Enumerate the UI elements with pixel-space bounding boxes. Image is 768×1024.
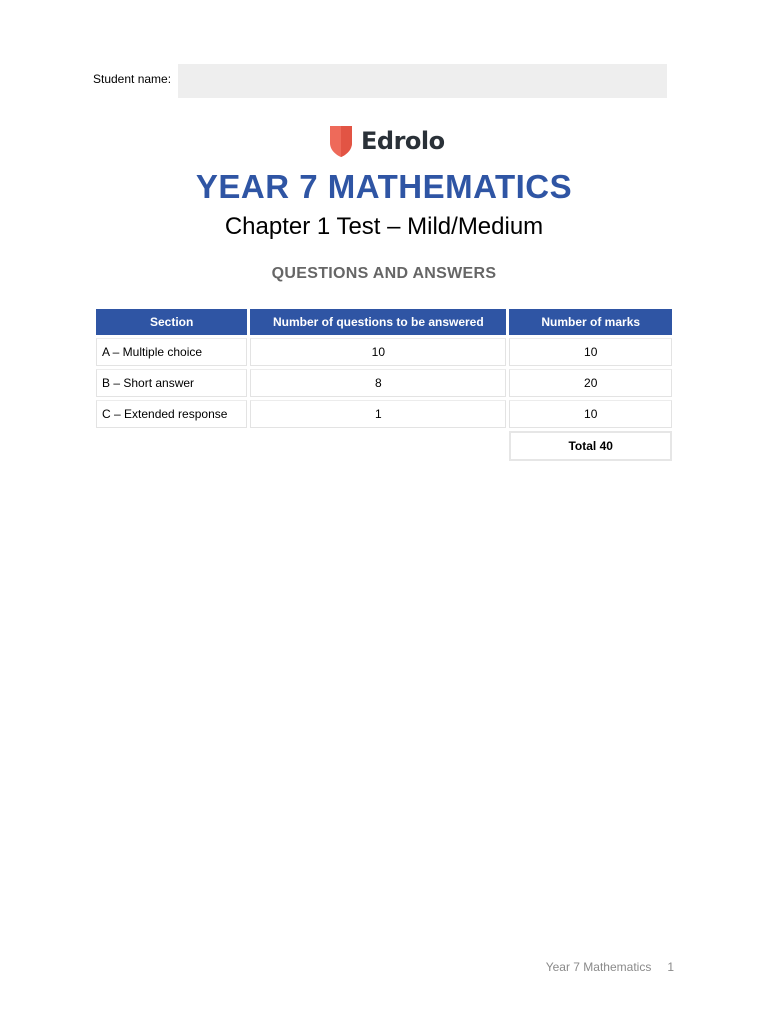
table-header-row (96, 309, 672, 335)
section-cell: A – Multiple choice (96, 338, 247, 366)
total-marks-cell: Total 40 (509, 431, 672, 461)
section-heading: QUESTIONS AND ANSWERS (271, 265, 497, 282)
page-title: YEAR 7 MATHEMATICS (195, 168, 573, 205)
marks-cell: 10 (509, 338, 672, 366)
empty-cell (96, 431, 247, 461)
marks-cell: 20 (509, 369, 672, 397)
section-cell: B – Short answer (96, 369, 247, 397)
page-footer (546, 960, 674, 974)
questions-cell: 1 (250, 400, 506, 428)
section-cell: C – Extended response (96, 400, 247, 428)
student-name-label: Student name: (93, 72, 172, 86)
footer-text: Year 7 Mathematics (545, 960, 652, 974)
table-row (96, 369, 672, 397)
questions-cell: 10 (250, 338, 506, 366)
edrolo-logo (329, 124, 445, 158)
logo-text: Edrolo (361, 127, 445, 155)
shield-icon (329, 125, 353, 158)
questions-cell: 8 (250, 369, 506, 397)
marks-table (93, 306, 675, 464)
table-total-row (96, 431, 672, 461)
page-subtitle: Chapter 1 Test – Mild/Medium (224, 213, 544, 240)
header-section: Section (96, 309, 247, 335)
student-name-row (93, 64, 667, 98)
empty-cell (250, 431, 506, 461)
header-questions: Number of questions to be answered (250, 309, 506, 335)
header-marks: Number of marks (509, 309, 672, 335)
student-name-field[interactable] (178, 64, 667, 98)
table-row (96, 338, 672, 366)
page-number: 1 (667, 960, 674, 974)
marks-table-wrapper (93, 306, 675, 464)
marks-cell: 10 (509, 400, 672, 428)
table-row (96, 400, 672, 428)
